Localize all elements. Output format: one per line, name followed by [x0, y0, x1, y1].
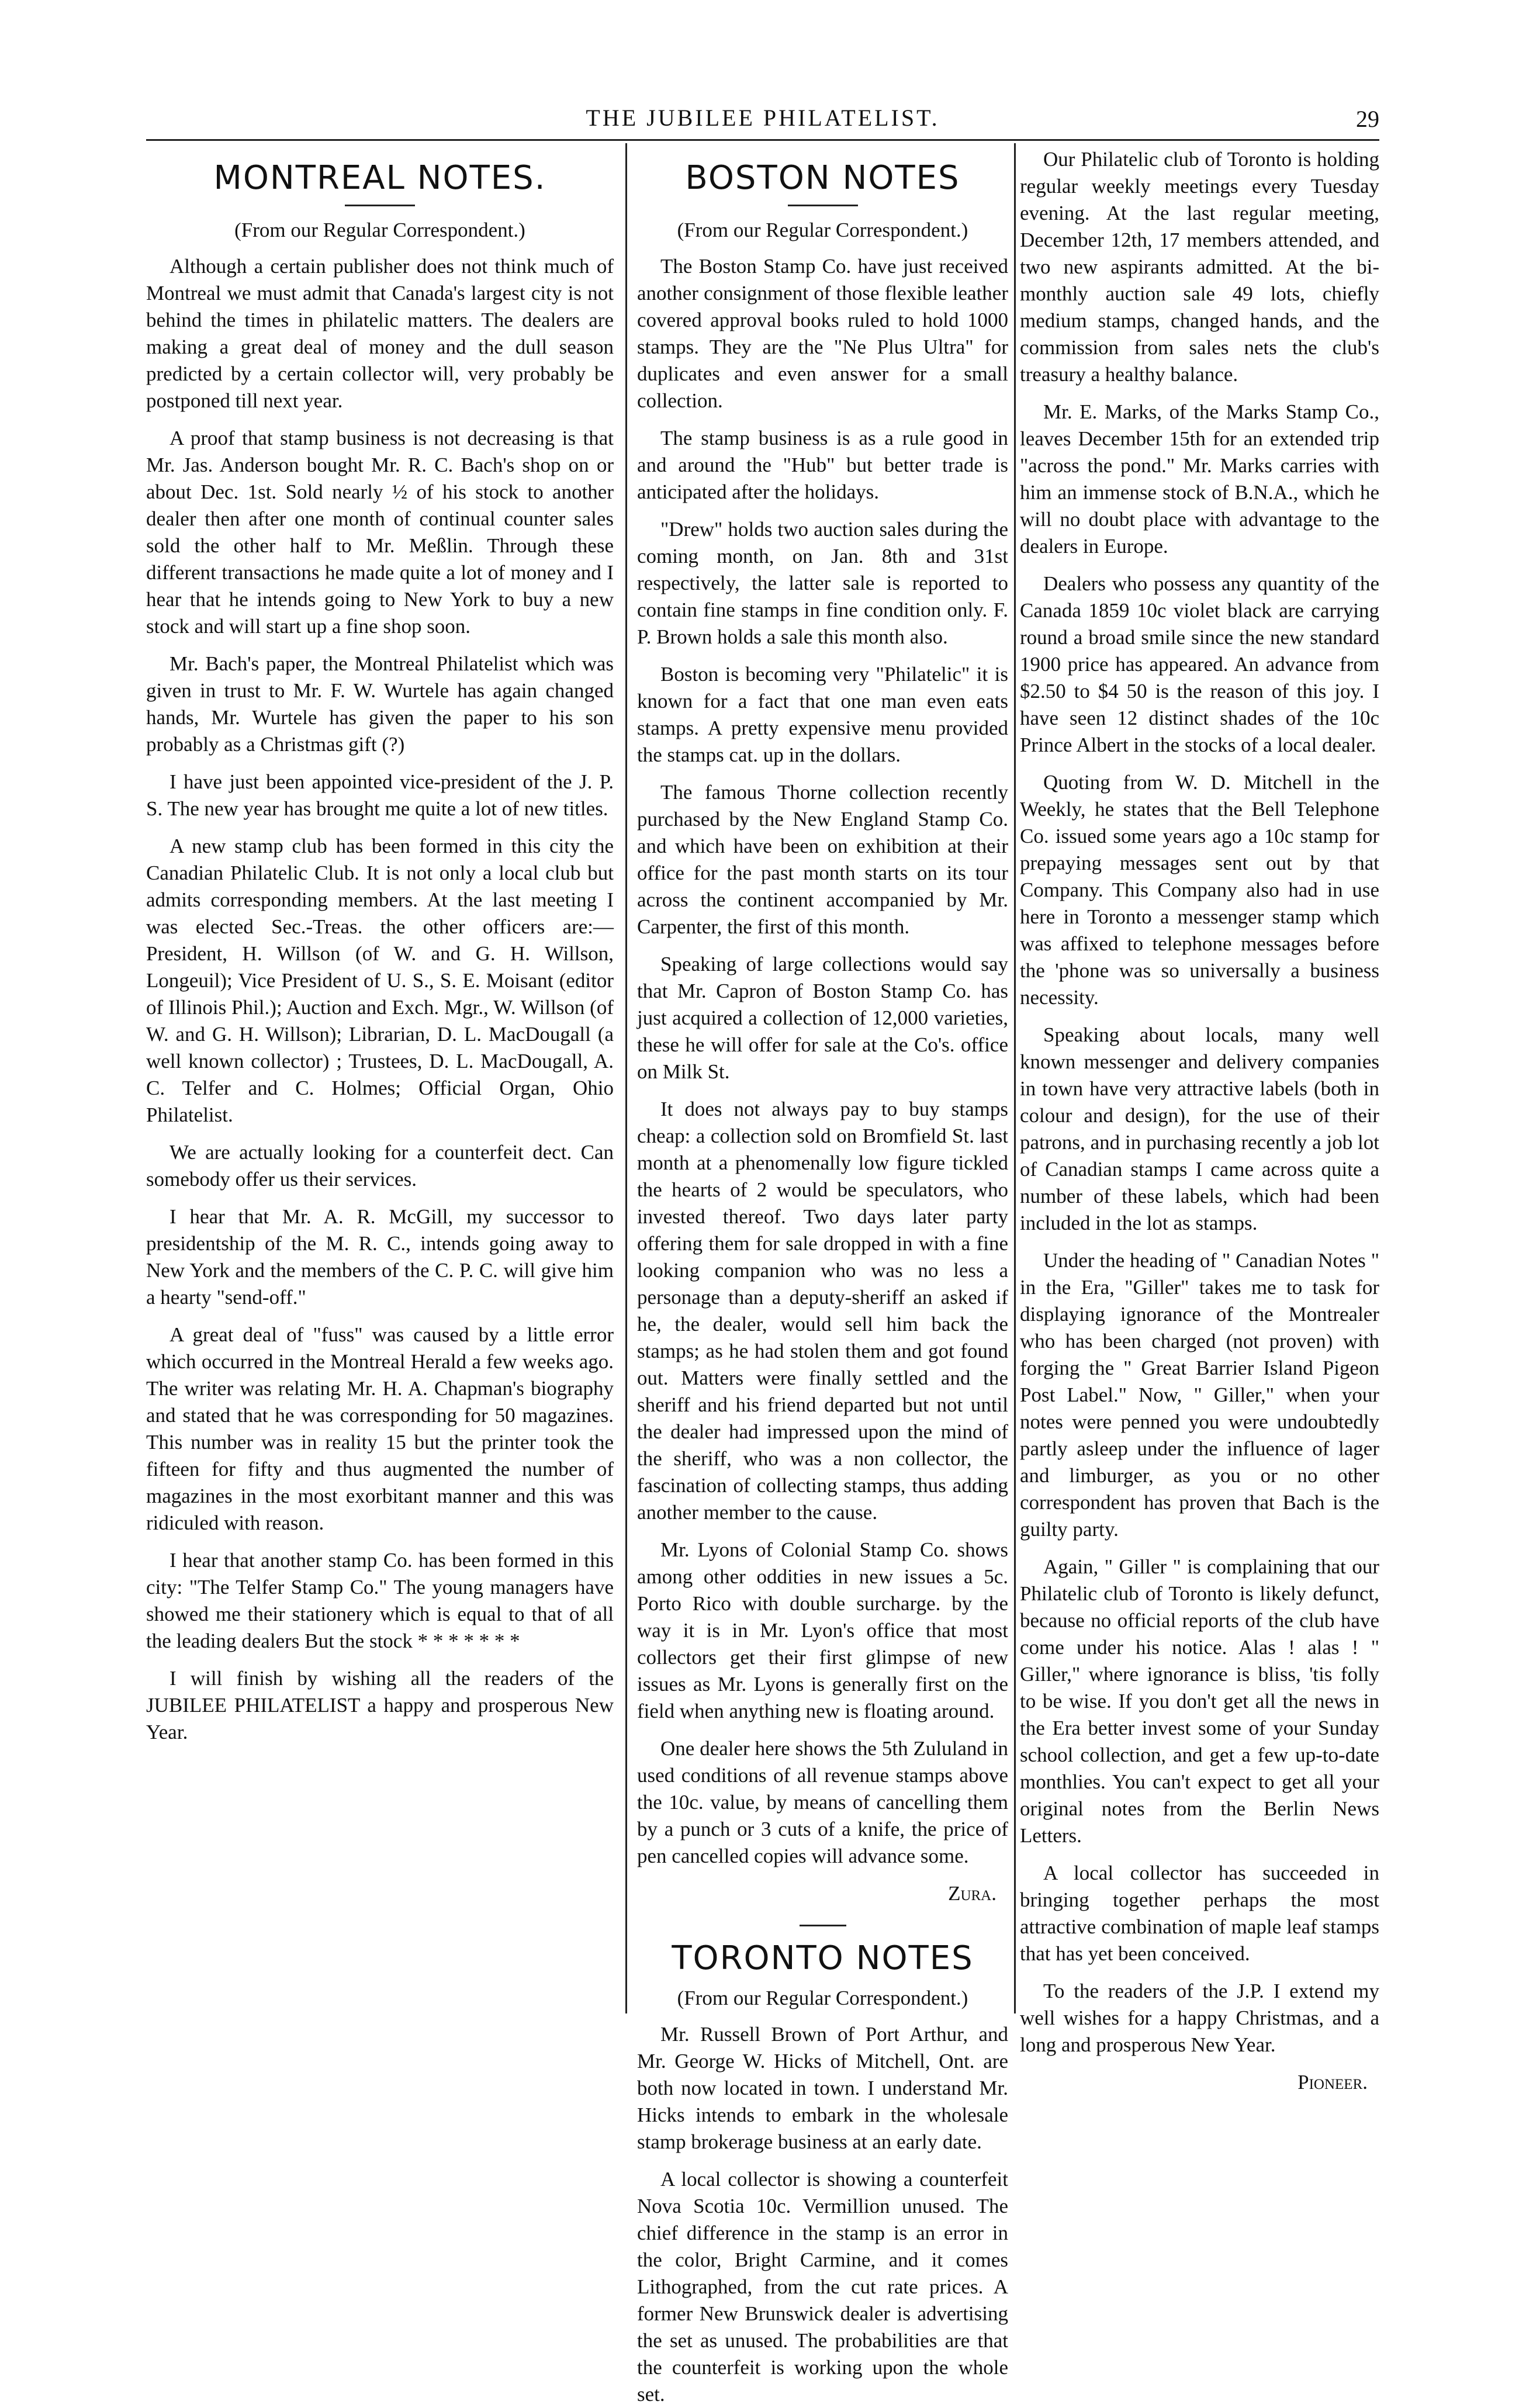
- toronto-paragraph: A local collector is showing a counterfeit Nova Scotia 10c. Vermillion unused. The chief difference in the stamp is an error in the color, Bright Carmine, and it comes Lithographed, from the cut rate prices. A former New Brunswick dealer is advertising the set as unused. The probabilities are that the counterfeit is working upon the whole set.: [637, 2168, 1008, 2406]
- boston-paragraph: The stamp business is as a rule good in and around the "Hub" but better trade is anticipated after the holidays.: [637, 427, 1008, 503]
- montreal-paragraph: A great deal of "fuss" was caused by a little error which occurred in the Montreal Herald a few weeks ago. The writer was relating Mr. H. A. Chapman's biography and stated that he was corresponding for 50 magazines. This number was in reality 15 but the printer took the fifteen for fifty and thus augmented the number of magazines in the most exorbitant manner and this was ridiculed with reason.: [146, 1323, 614, 1534]
- toronto-paragraph: Quoting from W. D. Mitchell in the Weekly, he states that the Bell Telephone Co. issued some years ago a 10c stamp for prepaying messages sent out by that Company. This Company also had in use here in Toronto a messenger stamp which was affixed to telephone messages before the 'phone was so universally a business necessity.: [1020, 771, 1379, 1009]
- montreal-paragraph: I hear that another stamp Co. has been formed in this city: "The Telfer Stamp Co." The young managers have showed me their stationery which is equal to that of all the leading dealers But the stock * * * * * * *: [146, 1549, 614, 1652]
- toronto-paragraph: Mr. Russell Brown of Port Arthur, and Mr. George W. Hicks of Mitchell, Ont. are both now located in town. I understand Mr. Hicks intends to embark in the wholesale stamp brokerage business at an early date.: [637, 2023, 1008, 2153]
- column-montreal: [146, 146, 614, 2016]
- boston-paragraph: It does not always pay to buy stamps cheap: a collection sold on Bromfield St. last month at a phenomenally low figure tickled the hearts of 2 would be speculators, who invested thereof. Two days later party offering them for sale dropped in with a fine looking companion who was no less a personage than a deputy-sheriff an asked if he, the dealer, would sell him back the stamps; as he had stolen them and got found out. Matters were finally settled and the sheriff and his friend departed but not until the dealer had impressed upon the mind of the sheriff, who was a non collector, the fascination of collecting stamps, thus adding another member to the cause.: [637, 1098, 1008, 1524]
- page-number: 29: [1356, 106, 1379, 132]
- montreal-paragraph: Although a certain publisher does not think much of Montreal we must admit that Canada's largest city is not behind the times in philatelic matters. The dealers are making a great deal of money and the dull season predicted by a certain collector will, very probably be postponed till next year.: [146, 255, 614, 412]
- toronto-heading: TORONTO NOTES: [672, 1939, 974, 1977]
- montreal-paragraph: I have just been appointed vice-president of the J. P. S. The new year has brought me quite a lot of new titles.: [146, 770, 614, 820]
- montreal-byline: (From our Regular Correspondent.): [234, 219, 525, 241]
- toronto-paragraph: Speaking about locals, many well known messenger and delivery companies in town have very attractive labels (both in colour and design), for the use of their patrons, and in purchasing recently a job lot of Canadian stamps I came across quite a number of these labels, which had been included in the lot as stamps.: [1020, 1023, 1379, 1234]
- boston-signature: Zura.: [948, 1882, 996, 1905]
- montreal-paragraph: Mr. Bach's paper, the Montreal Philatelist which was given in trust to Mr. F. W. Wurtele has again changed hands, Mr. Wurtele has given the paper to his son probably as a Christmas gift (?): [146, 652, 614, 756]
- toronto-paragraph: Dealers who possess any quantity of the Canada 1859 10c violet black are carrying round a broad smile since the new standard 1900 price has appeared. An advance from $2.50 to $4 50 is the reason of this joy. I have seen 12 distinct shades of the 10c Prince Albert in the stocks of a local dealer.: [1020, 572, 1379, 756]
- toronto-byline: (From our Regular Correspondent.): [677, 1987, 968, 2009]
- column-boston: [637, 146, 1008, 2406]
- boston-paragraph: Boston is becoming very "Philatelic" it is known for a fact that one man even eats stamps. A pretty expensive menu provided the stamps cat. up in the dollars.: [637, 663, 1008, 766]
- toronto-paragraph: To the readers of the J.P. I extend my well wishes for a happy Christmas, and a long and prosperous New Year.: [1020, 1980, 1379, 2056]
- boston-byline: (From our Regular Correspondent.): [677, 219, 968, 241]
- section-rule: [800, 1925, 846, 1926]
- montreal-heading: MONTREAL NOTES.: [213, 159, 546, 197]
- toronto-paragraph: A local collector has succeeded in bringing together perhaps the most attractive combination of maple leaf stamps that has yet been conceived.: [1020, 1862, 1379, 1965]
- toronto-signature: Pioneer.: [1297, 2071, 1368, 2094]
- boston-paragraph: Speaking of large collections would say that Mr. Capron of Boston Stamp Co. has just acquired a collection of 12,000 varieties, these he will offer for sale at the Co's. office on Milk St.: [637, 953, 1008, 1083]
- montreal-paragraph: I hear that Mr. A. R. McGill, my successor to presidentship of the M. R. C., intends going away to New York and the members of the C. P. C. will give him a hearty "send-off.": [146, 1205, 614, 1309]
- toronto-paragraph: Under the heading of " Canadian Notes " in the Era, "Giller" takes me to task for displaying ignorance of the Montrealer who has been charged (not proven) with forging the " Great Barrier Island Pigeon Post Label." Now, " Giller," when your notes were penned you were undoubtedly partly asleep under the influence of lager and limburger, as you or no other correspondent has proven that Bach is the guilty party.: [1020, 1249, 1379, 1541]
- montreal-paragraph: I will finish by wishing all the readers of the JUBILEE PHILATELIST a happy and prosperous New Year.: [146, 1667, 614, 1743]
- toronto-paragraph: Our Philatelic club of Toronto is holding regular weekly meetings every Tuesday evening. At the last regular meeting, December 12th, 17 members attended, and two new aspirants admitted. At the bi-monthly auction sale 49 lots, chiefly medium stamps, changed hands, and the commission from sales nets the club's treasury a healthy balance.: [1020, 148, 1379, 386]
- column-divider: [1014, 143, 1016, 2013]
- boston-paragraph: "Drew" holds two auction sales during the coming month, on Jan. 8th and 31st respectively, the latter sale is reported to contain fine stamps in fine condition only. F. P. Brown holds a sale this month also.: [637, 518, 1008, 648]
- montreal-paragraph: A proof that stamp business is not decreasing is that Mr. Jas. Anderson bought Mr. R. C. Bach's shop on or about Dec. 1st. Sold nearly ½ of his stock to another dealer then after one month of continual counter sales sold the other half to Mr. Meßlin. Through these different transactions he made quite a lot of money and I hear that he intends going to New York to buy a new stock and will start up a fine shop soon.: [146, 427, 614, 638]
- boston-paragraph: The famous Thorne collection recently purchased by the New England Stamp Co. and which have been on exhibition at their office for the past month starts on its tour across the continent accompanied by Mr. Carpenter, the first of this month.: [637, 781, 1008, 938]
- heading-rule: [788, 205, 858, 206]
- toronto-paragraph: Again, " Giller " is complaining that our Philatelic club of Toronto is likely defunct, because no official reports of the club have come under his notice. Alas ! alas ! " Giller," where ignorance is bliss, 'tis folly to be wise. If you don't get all the news in the Era better invest some of your Sunday school collection, and get a few up-to-date monthlies. You can't expect to get all your original notes from the Berlin News Letters.: [1020, 1555, 1379, 1847]
- montreal-paragraph: We are actually looking for a counterfeit dect. Can somebody offer us their services.: [146, 1141, 614, 1191]
- boston-paragraph: Mr. Lyons of Colonial Stamp Co. shows among other oddities in new issues a 5c. Porto Rico with double surcharge. by the way it is in Mr. Lyon's office that most collectors get their first glimpse of new issues as Mr. Lyons is generally first on the field when anything new is floating around.: [637, 1538, 1008, 1722]
- header-rule: [146, 139, 1379, 141]
- boston-paragraph: One dealer here shows the 5th Zululand in used conditions of all revenue stamps above the 10c. value, by means of cancelling them by a punch or 3 cuts of a knife, the price of pen cancelled copies will advance some.: [637, 1737, 1008, 1867]
- heading-rule: [345, 205, 415, 206]
- column-divider: [625, 143, 627, 2013]
- running-title: THE JUBILEE PHILATELIST.: [586, 105, 940, 131]
- page-header: [146, 99, 1379, 140]
- montreal-paragraph: A new stamp club has been formed in this city the Canadian Philatelic Club. It is not only a local club but admits corresponding members. At the last meeting I was elected Sec.-Treas. the other officers are:—President, H. Willson (of W. and G. H. Willson, Longeuil); Vice President of U. S., S. E. Moisant (editor of Illinois Phil.); Auction and Exch. Mgr., W. Willson (of W. and G. H. Willson); Librarian, D. L. MacDougall (a well known collector) ; Trustees, D. L. MacDougall, A. C. Telfer and C. Holmes; Official Organ, Ohio Philatelist.: [146, 835, 614, 1126]
- column-toronto: [1020, 146, 1379, 2094]
- toronto-paragraph: Mr. E. Marks, of the Marks Stamp Co., leaves December 15th for an extended trip "across the pond." Mr. Marks carries with him an immense stock of B.N.A., which he will no doubt place with advantage to the dealers in Europe.: [1020, 400, 1379, 558]
- boston-paragraph: The Boston Stamp Co. have just received another consignment of those flexible leather covered approval books ruled to hold 1000 stamps. They are the "Ne Plus Ultra" for duplicates and even answer for a small collection.: [637, 255, 1008, 412]
- boston-heading: BOSTON NOTES: [685, 159, 960, 197]
